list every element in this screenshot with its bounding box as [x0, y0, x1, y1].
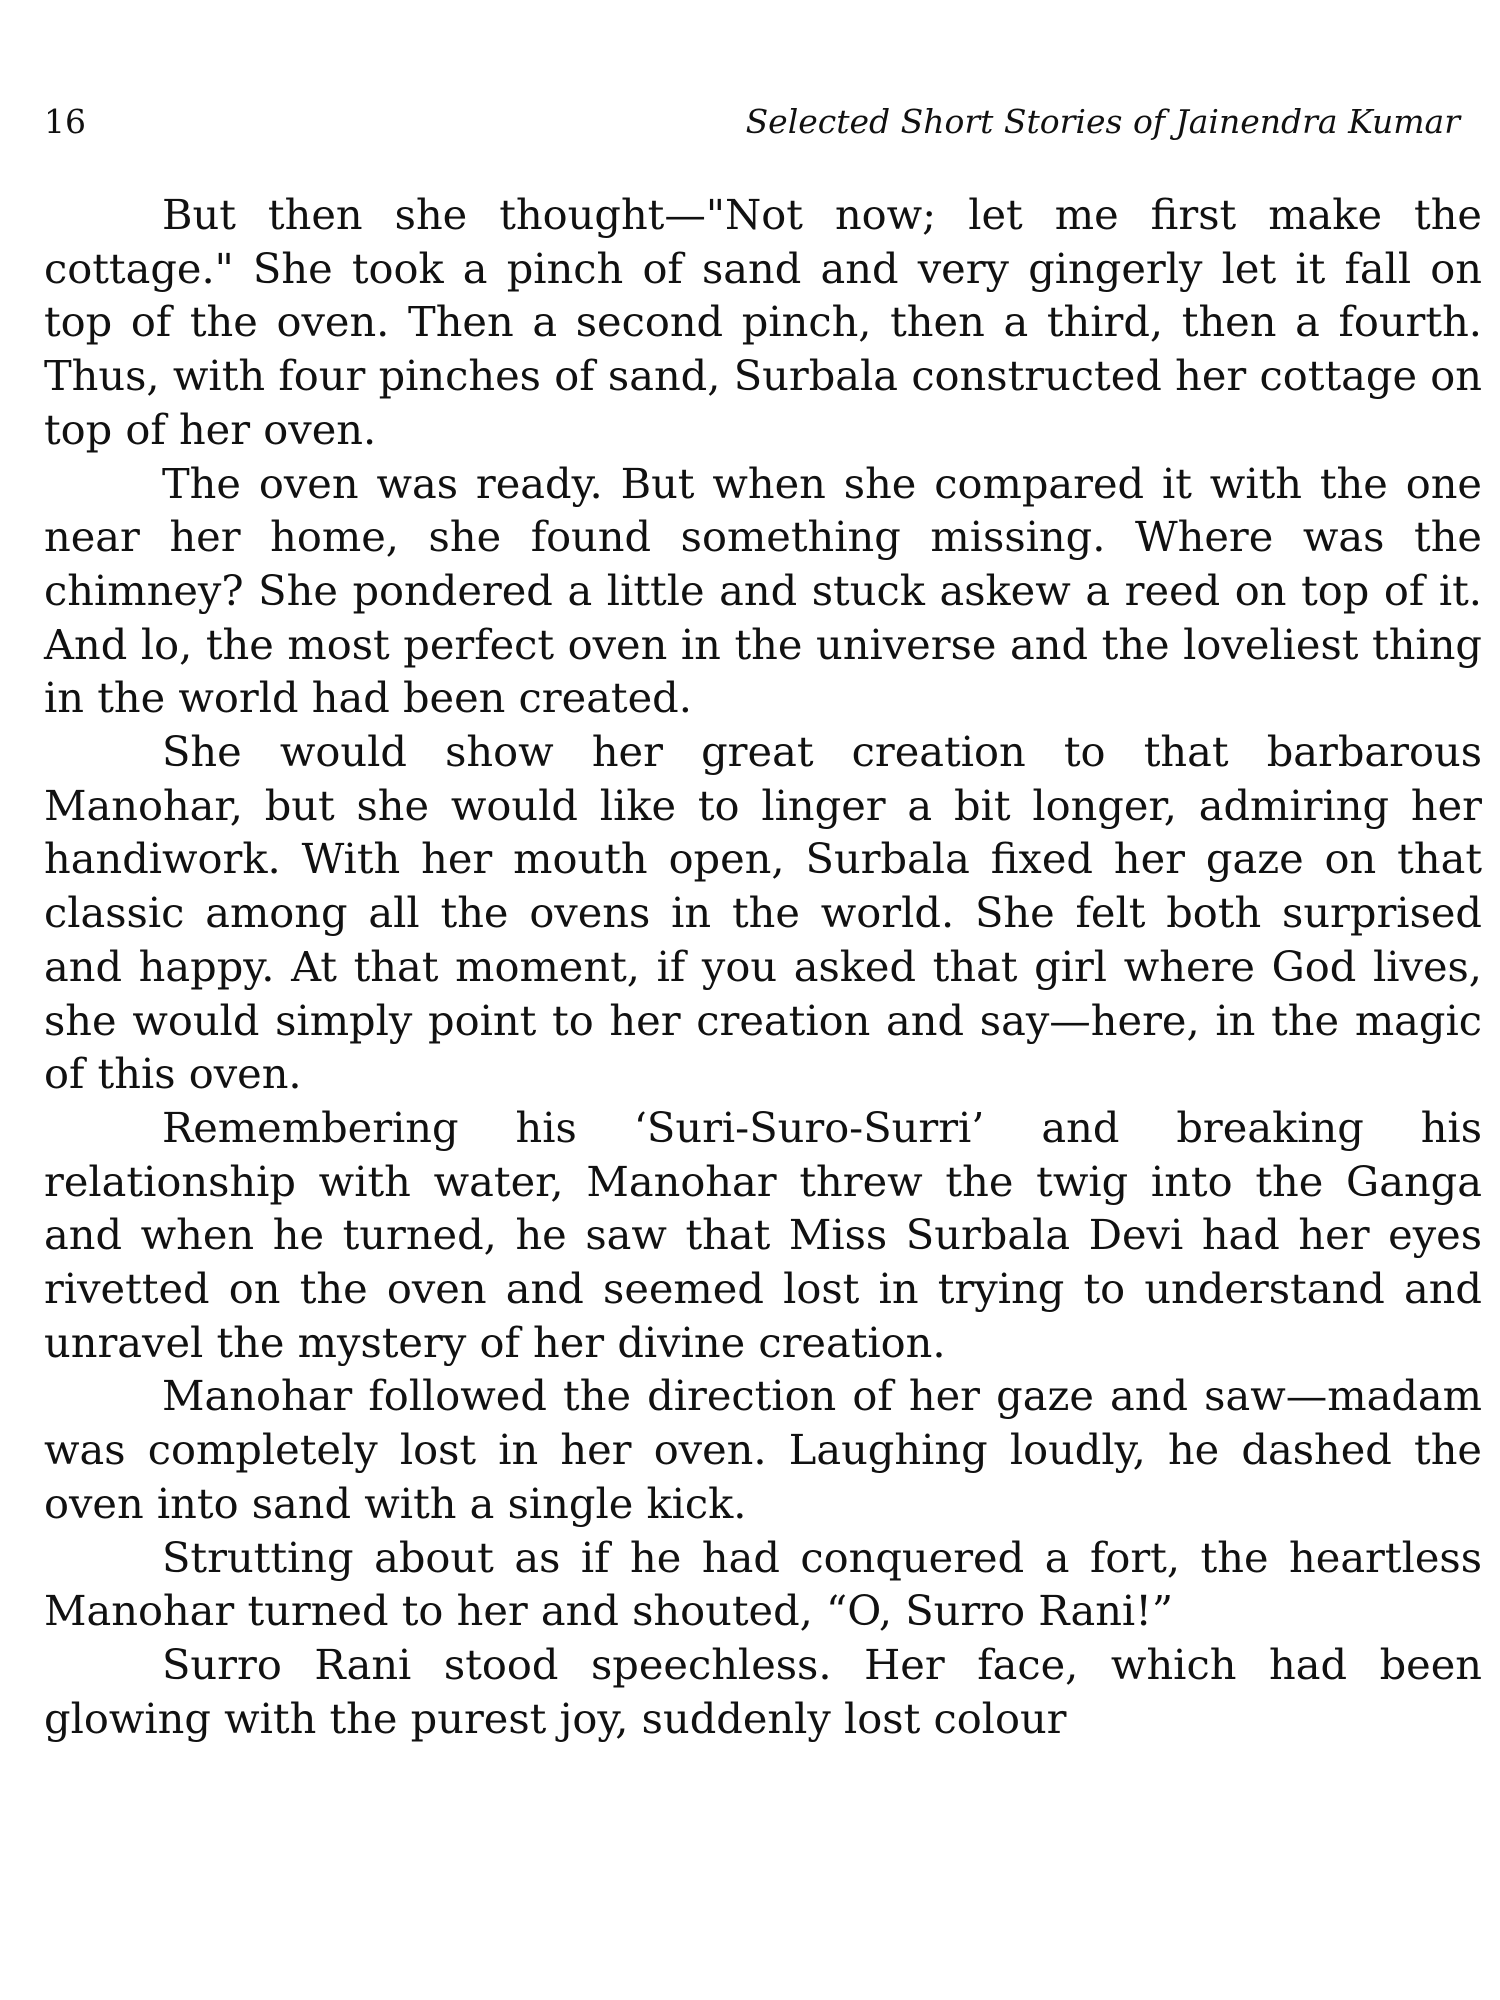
paragraph: Remembering his ‘Suri-Suro-Surri’ and breaking his relationship with water, Manohar threw the twig into the Ganga and when he turned, he saw that Miss Surbala Devi had her eyes rivetted on the oven and seemed lost in trying to understand and unravel the mystery of her divine creation. — [44, 1102, 1482, 1367]
paragraph: Surro Rani stood speechless. Her face, which had been glowing with the purest joy, suddenly lost colour — [44, 1639, 1482, 1743]
paragraph: She would show her great creation to that barbarous Manohar, but she would like to linger a bit longer, admiring her handiwork. With her mouth open, Surbala fixed her gaze on that classic among all the ovens in the world. She felt both surprised and happy. At that moment, if you asked that girl where God lives, she would simply point to her creation and say—here, in the magic of this oven. — [44, 727, 1482, 1099]
paragraph: Manohar followed the direction of her gaze and saw—madam was completely lost in her oven. Laughing loudly, he dashed the oven into sand with a single kick. — [44, 1371, 1482, 1528]
running-title: Selected Short Stories of Jainendra Kumar — [745, 102, 1460, 141]
paragraph: Strutting about as if he had conquered a fort, the heartless Manohar turned to her and shouted, “O, Surro Rani!” — [44, 1532, 1482, 1636]
body-text — [44, 188, 1482, 1745]
page-header — [44, 98, 1460, 146]
paragraph: The oven was ready. But when she compared it with the one near her home, she found something missing. Where was the chimney? She pondered a little and stuck askew a reed on top of it. And lo, the most perfect oven in the universe and the loveliest thing in the world had been created. — [44, 458, 1482, 723]
paragraph: But then she thought—"Not now; let me first make the cottage." She took a pinch of sand and very gingerly let it fall on top of the oven. Then a second pinch, then a third, then a fourth. Thus, with four pinches of sand, Surbala constructed her cottage on top of her oven. — [44, 190, 1482, 454]
page-number: 16 — [44, 102, 86, 141]
